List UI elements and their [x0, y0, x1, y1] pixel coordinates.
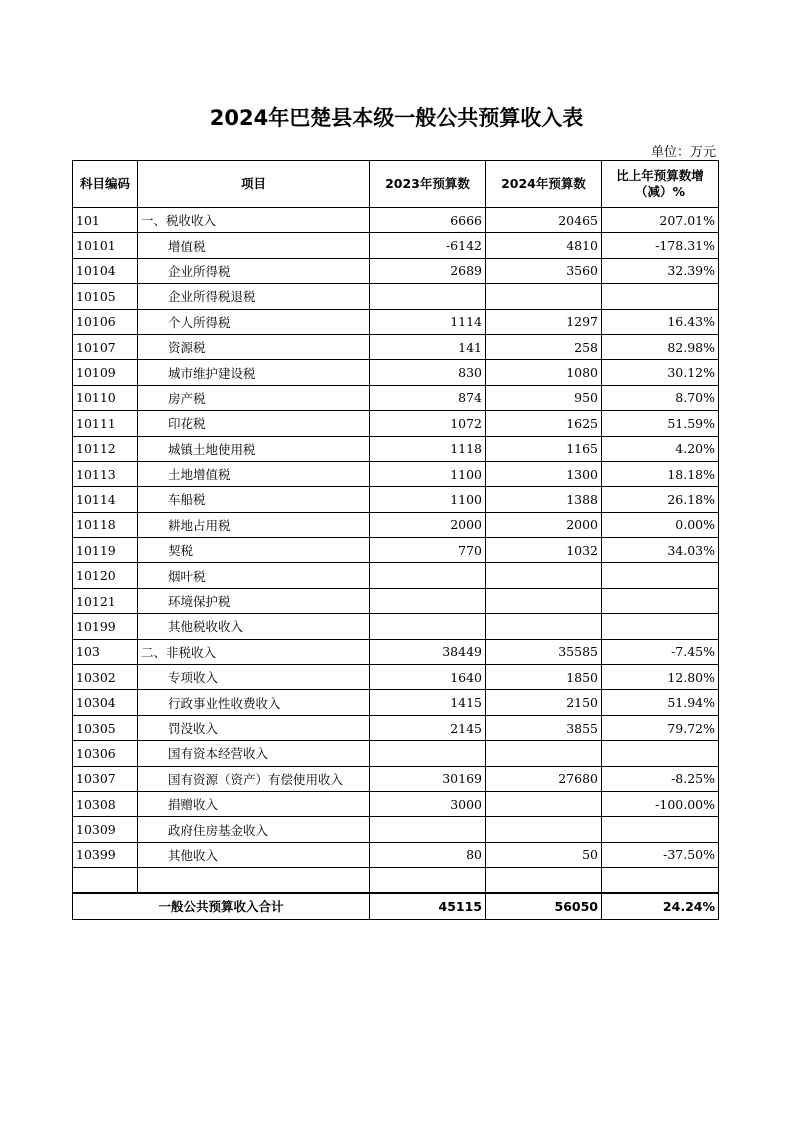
row-change — [602, 741, 719, 766]
row-change: 26.18% — [602, 487, 719, 512]
row-change: 18.18% — [602, 461, 719, 486]
row-change: 51.59% — [602, 411, 719, 436]
row-item: 资源税 — [138, 334, 370, 359]
row-item: 印花税 — [138, 411, 370, 436]
row-item: 一、税收收入 — [138, 208, 370, 233]
total-change: 24.24% — [602, 893, 719, 919]
row-2023: 1640 — [370, 665, 486, 690]
row-2024: 1032 — [486, 538, 602, 563]
page-title: 2024年巴楚县本级一般公共预算收入表 — [209, 106, 584, 130]
row-code: 10306 — [73, 741, 138, 766]
row-code: 10107 — [73, 334, 138, 359]
table-row — [73, 436, 719, 461]
row-2023 — [370, 588, 486, 613]
row-code: 10199 — [73, 614, 138, 639]
row-2024: 2150 — [486, 690, 602, 715]
row-2023 — [370, 817, 486, 842]
table-row — [73, 665, 719, 690]
table-row — [73, 741, 719, 766]
row-2024 — [486, 868, 602, 893]
row-change: 207.01% — [602, 208, 719, 233]
row-code: 10399 — [73, 842, 138, 867]
row-change: 16.43% — [602, 309, 719, 334]
header-2023: 2023年预算数 — [370, 161, 486, 208]
row-change: -8.25% — [602, 766, 719, 791]
row-code: 10121 — [73, 588, 138, 613]
row-2023 — [370, 741, 486, 766]
row-change: 32.39% — [602, 258, 719, 283]
row-2024: 1388 — [486, 487, 602, 512]
row-item: 其他收入 — [138, 842, 370, 867]
row-2024: 1297 — [486, 309, 602, 334]
row-2023: 38449 — [370, 639, 486, 664]
header-item: 项目 — [138, 161, 370, 208]
row-change: 0.00% — [602, 512, 719, 537]
row-2024: 1300 — [486, 461, 602, 486]
row-code: 10111 — [73, 411, 138, 436]
row-2023: 1100 — [370, 461, 486, 486]
row-code — [73, 868, 138, 893]
table-row — [73, 766, 719, 791]
row-2023: 2000 — [370, 512, 486, 537]
row-code: 10309 — [73, 817, 138, 842]
row-2023: 3000 — [370, 791, 486, 816]
row-change: -100.00% — [602, 791, 719, 816]
table-row — [73, 614, 719, 639]
row-2023: 770 — [370, 538, 486, 563]
row-2024 — [486, 817, 602, 842]
row-item: 企业所得税 — [138, 258, 370, 283]
row-2023: 6666 — [370, 208, 486, 233]
row-item: 车船税 — [138, 487, 370, 512]
row-item: 二、非税收入 — [138, 639, 370, 664]
total-label: 一般公共预算收入合计 — [73, 893, 370, 919]
row-change: 8.70% — [602, 385, 719, 410]
row-2024 — [486, 741, 602, 766]
row-2024 — [486, 563, 602, 588]
row-item: 城市维护建设税 — [138, 360, 370, 385]
row-item: 烟叶税 — [138, 563, 370, 588]
row-item: 捐赠收入 — [138, 791, 370, 816]
table-row — [73, 258, 719, 283]
row-item — [138, 868, 370, 893]
row-item: 国有资本经营收入 — [138, 741, 370, 766]
table-row — [73, 715, 719, 740]
row-item: 政府住房基金收入 — [138, 817, 370, 842]
row-2023: 80 — [370, 842, 486, 867]
row-change: 34.03% — [602, 538, 719, 563]
header-change: 比上年预算数增（减）% — [602, 161, 719, 208]
row-code: 10105 — [73, 284, 138, 309]
row-change — [602, 588, 719, 613]
table-body — [73, 208, 719, 894]
row-code: 10113 — [73, 461, 138, 486]
row-code: 10120 — [73, 563, 138, 588]
table-row — [73, 690, 719, 715]
table-row — [73, 233, 719, 258]
row-2023: 1415 — [370, 690, 486, 715]
table-row — [73, 334, 719, 359]
row-2024: 2000 — [486, 512, 602, 537]
table-row — [73, 639, 719, 664]
row-item: 国有资源（资产）有偿使用收入 — [138, 766, 370, 791]
row-change — [602, 563, 719, 588]
row-2024: 258 — [486, 334, 602, 359]
table-row — [73, 791, 719, 816]
unit-label: 单位：万元 — [650, 145, 716, 160]
row-2023: -6142 — [370, 233, 486, 258]
row-change: -37.50% — [602, 842, 719, 867]
row-code: 10104 — [73, 258, 138, 283]
table-row — [73, 461, 719, 486]
row-2024: 4810 — [486, 233, 602, 258]
row-item: 企业所得税退税 — [138, 284, 370, 309]
table-row — [73, 868, 719, 893]
row-change — [602, 284, 719, 309]
row-code: 10109 — [73, 360, 138, 385]
table-row — [73, 309, 719, 334]
row-code: 10118 — [73, 512, 138, 537]
row-2023: 830 — [370, 360, 486, 385]
row-2024 — [486, 588, 602, 613]
row-2023 — [370, 614, 486, 639]
row-2023: 30169 — [370, 766, 486, 791]
table-row — [73, 360, 719, 385]
row-change: 82.98% — [602, 334, 719, 359]
row-2024: 1080 — [486, 360, 602, 385]
total-2023: 45115 — [370, 893, 486, 919]
row-code: 10302 — [73, 665, 138, 690]
row-code: 10114 — [73, 487, 138, 512]
row-2023: 1072 — [370, 411, 486, 436]
total-row — [73, 893, 719, 919]
row-item: 行政事业性收费收入 — [138, 690, 370, 715]
row-2024: 950 — [486, 385, 602, 410]
table-row — [73, 817, 719, 842]
budget-table — [72, 160, 719, 920]
row-code: 10304 — [73, 690, 138, 715]
row-item: 房产税 — [138, 385, 370, 410]
row-item: 契税 — [138, 538, 370, 563]
row-change: -7.45% — [602, 639, 719, 664]
table-row — [73, 563, 719, 588]
row-2023: 1114 — [370, 309, 486, 334]
row-code: 10101 — [73, 233, 138, 258]
row-2024: 35585 — [486, 639, 602, 664]
row-2023 — [370, 868, 486, 893]
row-2024 — [486, 791, 602, 816]
row-2024: 1625 — [486, 411, 602, 436]
row-2024 — [486, 614, 602, 639]
row-2023: 874 — [370, 385, 486, 410]
row-code: 10307 — [73, 766, 138, 791]
row-change: 79.72% — [602, 715, 719, 740]
row-change: -178.31% — [602, 233, 719, 258]
row-code: 101 — [73, 208, 138, 233]
row-item: 罚没收入 — [138, 715, 370, 740]
row-2023: 141 — [370, 334, 486, 359]
row-code: 10106 — [73, 309, 138, 334]
row-code: 10112 — [73, 436, 138, 461]
table-row — [73, 538, 719, 563]
table-row — [73, 487, 719, 512]
header-2024: 2024年预算数 — [486, 161, 602, 208]
row-code: 103 — [73, 639, 138, 664]
table-row — [73, 385, 719, 410]
row-2024: 1165 — [486, 436, 602, 461]
row-item: 增值税 — [138, 233, 370, 258]
row-code: 10119 — [73, 538, 138, 563]
row-item: 个人所得税 — [138, 309, 370, 334]
table-row — [73, 208, 719, 233]
row-2024 — [486, 284, 602, 309]
row-change: 12.80% — [602, 665, 719, 690]
header-code: 科目编码 — [73, 161, 138, 208]
row-item: 其他税收收入 — [138, 614, 370, 639]
table-row — [73, 411, 719, 436]
total-2024: 56050 — [486, 893, 602, 919]
row-change — [602, 868, 719, 893]
row-code: 10308 — [73, 791, 138, 816]
row-item: 环境保护税 — [138, 588, 370, 613]
row-2023 — [370, 563, 486, 588]
table-row — [73, 588, 719, 613]
row-2024: 50 — [486, 842, 602, 867]
row-2024: 3855 — [486, 715, 602, 740]
row-change — [602, 614, 719, 639]
table-header-row — [73, 161, 719, 208]
table-row — [73, 284, 719, 309]
row-change: 51.94% — [602, 690, 719, 715]
row-item: 专项收入 — [138, 665, 370, 690]
row-2024: 1850 — [486, 665, 602, 690]
row-change — [602, 817, 719, 842]
row-2023: 2689 — [370, 258, 486, 283]
row-code: 10305 — [73, 715, 138, 740]
row-item: 土地增值税 — [138, 461, 370, 486]
row-change: 4.20% — [602, 436, 719, 461]
table-row — [73, 842, 719, 867]
row-2024: 20465 — [486, 208, 602, 233]
row-2023: 2145 — [370, 715, 486, 740]
row-2024: 27680 — [486, 766, 602, 791]
row-2023: 1100 — [370, 487, 486, 512]
row-change: 30.12% — [602, 360, 719, 385]
row-item: 城镇土地使用税 — [138, 436, 370, 461]
row-item: 耕地占用税 — [138, 512, 370, 537]
row-2024: 3560 — [486, 258, 602, 283]
row-code: 10110 — [73, 385, 138, 410]
table-row — [73, 512, 719, 537]
row-2023: 1118 — [370, 436, 486, 461]
row-2023 — [370, 284, 486, 309]
